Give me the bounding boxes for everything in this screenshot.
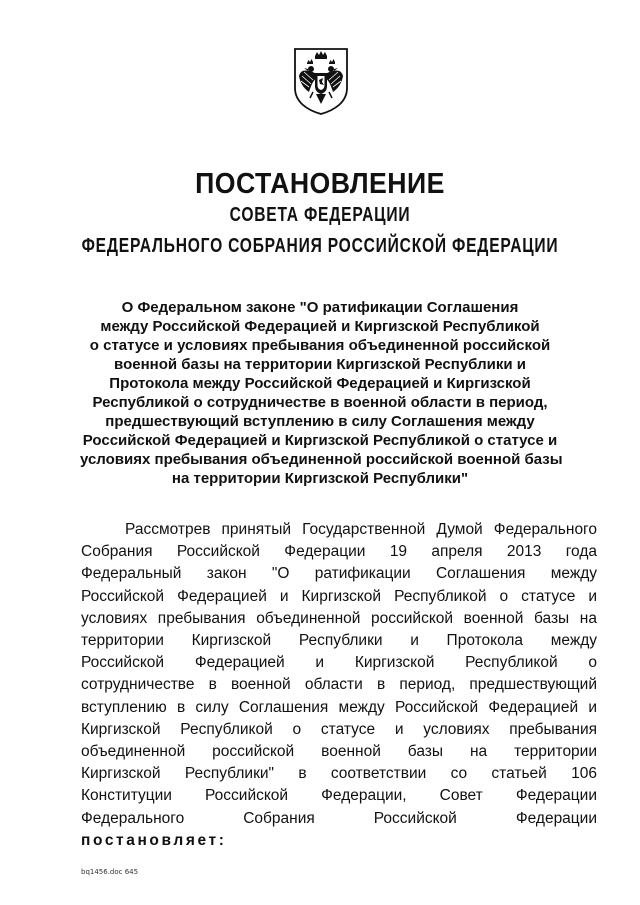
body-line: Киргизской Республики" в соответствии со статьей 106	[81, 765, 597, 783]
document-title: ПОСТАНОВЛЕНИЕ	[195, 168, 445, 200]
subject-line: военной базы на территории Киргизской Республики и	[114, 356, 526, 373]
subject-line: на территории Киргизской Республики"	[171, 470, 469, 487]
subject-line: о статусе и условиях пребывания объединенной российской	[89, 337, 551, 354]
subject-line: О Федеральном законе "О ратификации Соглашения	[121, 299, 519, 316]
subject-line: Протокола между Российской Федерацией и Киргизской	[109, 375, 531, 392]
subject-line: между Российской Федерацией и Киргизской Республикой	[100, 318, 540, 335]
body-line: условиях пребывания объединенной российской военной базы на	[81, 609, 597, 627]
subject-line: Российской Федерацией и Киргизской Республикой о статусе и	[82, 432, 558, 449]
document-subtitle-assembly: ФЕДЕРАЛЬНОГО СОБРАНИЯ РОССИЙСКОЙ ФЕДЕРАЦИИ	[81, 235, 559, 257]
body-line: объединенной российской военной базы на территории	[81, 743, 597, 761]
file-reference-footer: bq1456.doc 645	[81, 868, 139, 876]
body-line: вступлению в силу Соглашения между Российской Федерацией и	[81, 698, 597, 716]
body-line-decree: постановляет:	[81, 831, 227, 849]
double-headed-eagle-icon	[291, 46, 351, 116]
body-line: территории Киргизской Республики и Протокола между	[81, 632, 597, 650]
body-line: Российской Федерацией и Киргизской Республикой о	[81, 654, 597, 672]
body-line: Конституции Российской Федерации, Совет Федерации	[81, 787, 597, 805]
body-line: Киргизской Республикой о статусе и условиях пребывания	[81, 720, 597, 738]
resolution-body	[81, 519, 597, 852]
body-line: Федеральный закон "О ратификации Соглашения между	[81, 565, 597, 583]
body-line: Собрания Российской Федерации 19 апреля 2013 года	[81, 543, 597, 561]
body-line: сотрудничестве в военной области в период, предшествующий	[81, 676, 597, 694]
subject-line: условиях пребывания объединенной российской военной базы	[80, 451, 563, 468]
resolution-subject	[80, 298, 563, 488]
subject-line: предшествующий вступлению в силу Соглашения между	[105, 413, 535, 430]
document-subtitle-council: СОВЕТА ФЕДЕРАЦИИ	[229, 204, 411, 226]
body-line: Рассмотрев принятый Государственной Думой Федерального	[125, 521, 597, 538]
subject-line: Республикой о сотрудничестве в военной области в период,	[92, 394, 548, 411]
body-line: Российской Федерацией и Киргизской Республикой о статусе и	[81, 587, 597, 605]
body-line: Федерального Собрания Российской Федерации	[81, 809, 597, 827]
